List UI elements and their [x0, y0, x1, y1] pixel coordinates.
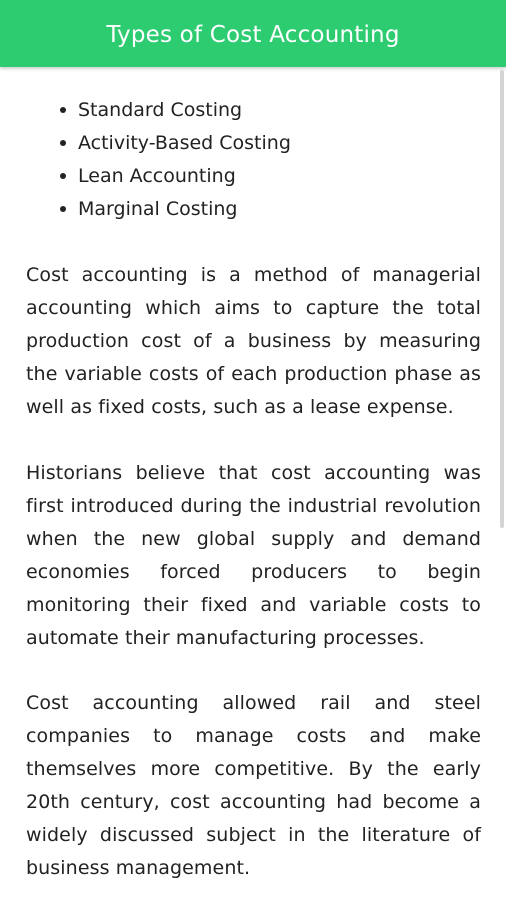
bullet-icon [60, 140, 66, 146]
app-header [0, 0, 506, 67]
list-item-label: Standard Costing [78, 98, 243, 121]
list-item [58, 93, 291, 126]
bullet-icon [60, 206, 66, 212]
bullet-icon [60, 173, 66, 179]
list-item-label: Lean Accounting [78, 164, 236, 187]
cost-accounting-types-list [58, 93, 291, 226]
list-item [58, 159, 291, 192]
paragraph-history: Historians believe that cost accounting was first introduced during the industrial revolution when the new global supply and demand economies forced producers to begin monitoring their fixed and variable costs to automate their manufacturing processes. [26, 462, 481, 649]
paragraph-adoption: Cost accounting allowed rail and steel companies to manage costs and make themselves more competitive. By the early 20th century, cost accounting had become a widely discussed subject in the literature of business management. [26, 692, 481, 879]
paragraph-definition: Cost accounting is a method of managerial accounting which aims to capture the total production cost of a business by measuring the variable costs of each production phase as well as fixed costs, such as a lease expense. [26, 264, 481, 418]
bullet-icon [60, 107, 66, 113]
list-item-label: Marginal Costing [78, 198, 238, 221]
page-title: Types of Cost Accounting [106, 21, 400, 48]
list-item [58, 126, 291, 159]
list-item [58, 193, 291, 226]
vertical-scrollbar[interactable] [500, 70, 504, 528]
list-item-label: Activity-Based Costing [78, 131, 291, 154]
article-content[interactable] [0, 67, 506, 900]
